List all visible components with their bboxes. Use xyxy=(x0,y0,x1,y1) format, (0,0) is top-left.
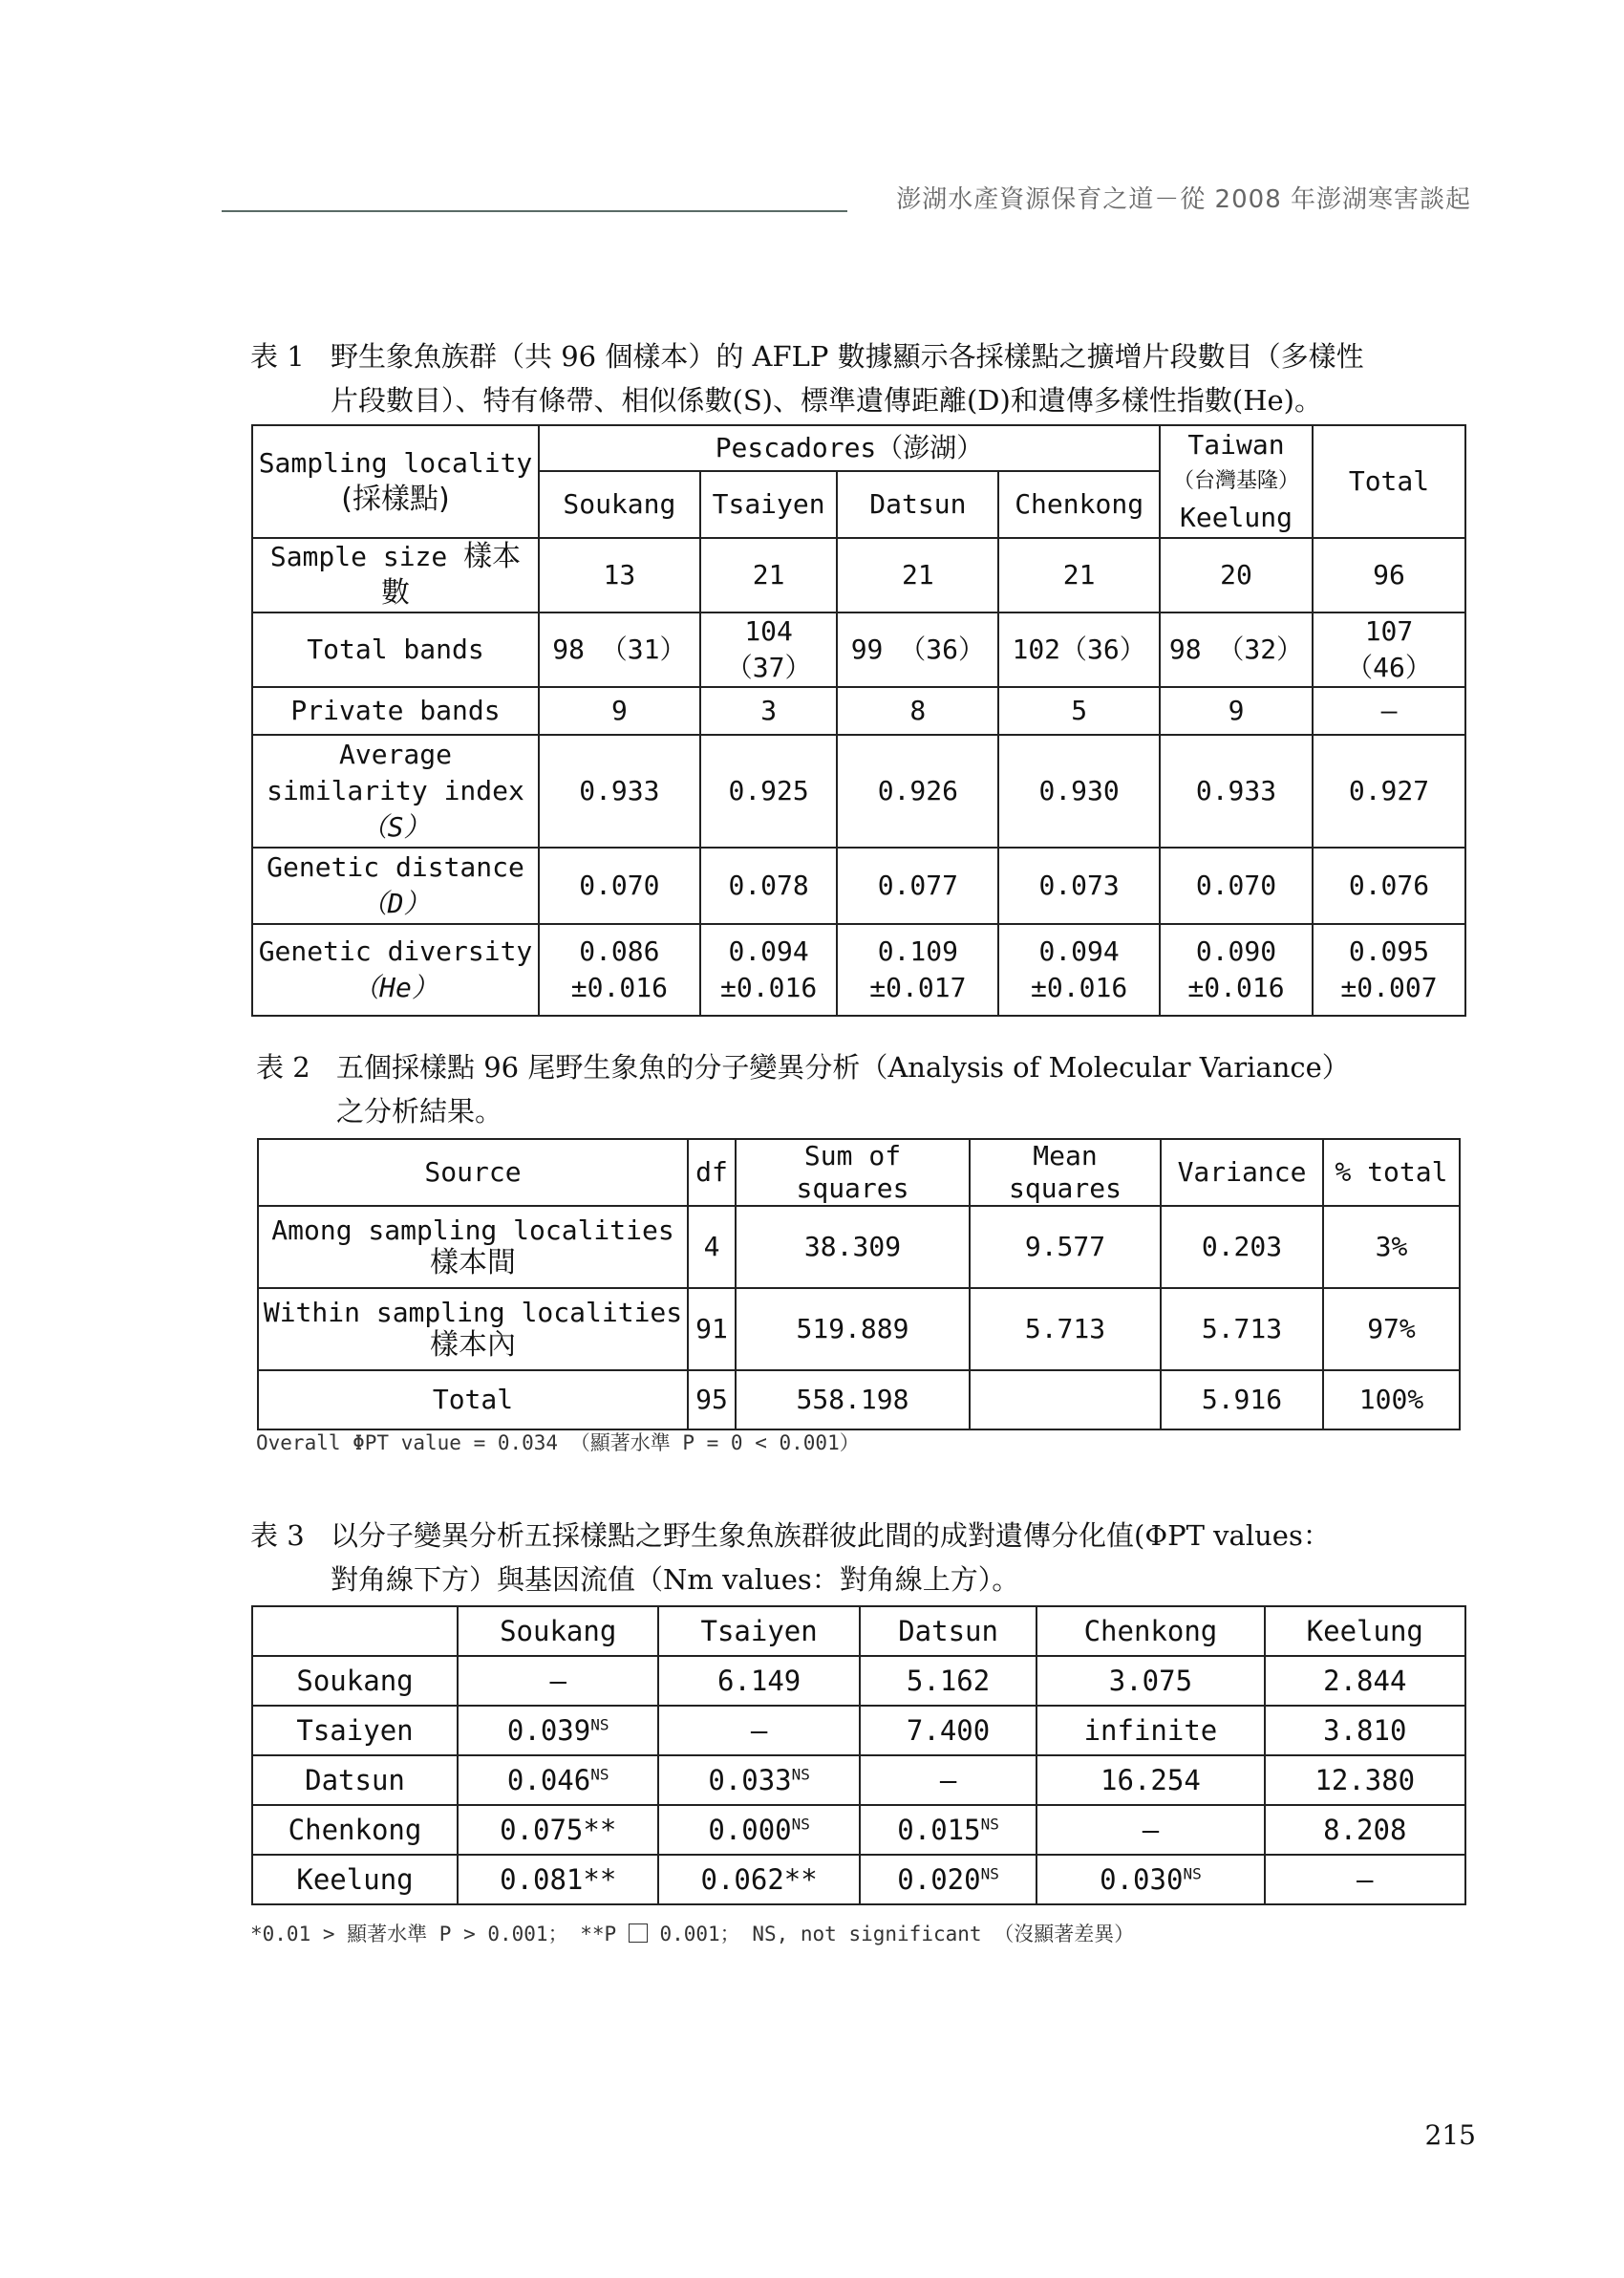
table1-caption-num: 表 1 xyxy=(250,340,305,373)
t1-cell: 0.926 xyxy=(837,735,998,848)
t1-cell: 0.094 ±0.016 xyxy=(700,924,838,1016)
t1-row-similarity xyxy=(252,735,1465,848)
t2-source: Total xyxy=(258,1370,688,1429)
t3-head xyxy=(252,1606,458,1656)
t1-cell: 0.077 xyxy=(837,848,998,924)
t3-cell: 0.081** xyxy=(458,1855,658,1904)
table3-note: *0.01 > 顯著水準 P > 0.001； **P 0.001； NS, not significant （沒顯著差異） xyxy=(250,1923,1135,1945)
t1-row-label: Sample size 樣本數 xyxy=(252,538,539,612)
t2-row-total xyxy=(258,1370,1460,1429)
t1-row-distance xyxy=(252,848,1465,924)
t1-cell: 21 xyxy=(700,538,838,612)
header-rule xyxy=(222,210,847,212)
t3-cell: $0.039^{NS}$ xyxy=(458,1706,658,1755)
t1-cell: 8 xyxy=(837,687,998,735)
t2-source: Within sampling localities 樣本內 xyxy=(258,1288,688,1370)
t3-cell: 6.149 xyxy=(658,1656,859,1706)
t1-head-site: Tsaiyen xyxy=(700,471,838,538)
t1-cell: 96 xyxy=(1313,538,1465,612)
t2-var: 5.713 xyxy=(1161,1288,1323,1370)
t1-cell: 98 （31） xyxy=(539,612,700,687)
table1-caption-line1: 野生象魚族群（共 96 個樣本）的 AFLP 數據顯示各採樣點之擴增片段數目（多樣性 xyxy=(331,340,1364,373)
t1-row-private-bands xyxy=(252,687,1465,735)
t2-pct: 97% xyxy=(1323,1288,1460,1370)
t2-head: % total xyxy=(1323,1139,1460,1206)
table3-caption-line1: 以分子變異分析五採樣點之野生象魚族群彼此間的成對遺傳分化值(ΦPT values： xyxy=(331,1519,1331,1552)
t1-cell: 0.073 xyxy=(998,848,1160,924)
t1-head-taiwan: Taiwan （台灣基隆） Keelung xyxy=(1160,425,1313,538)
t1-cell: 9 xyxy=(539,687,700,735)
t3-cell: $0.020^{NS}$ xyxy=(860,1855,1037,1904)
t3-head: Chenkong xyxy=(1036,1606,1264,1656)
t1-cell: 99 （36） xyxy=(837,612,998,687)
t2-source: Among sampling localities 樣本間 xyxy=(258,1206,688,1288)
t3-cell: $0.000^{NS}$ xyxy=(658,1805,859,1855)
t3-head: Keelung xyxy=(1265,1606,1465,1656)
t1-cell: 0.933 xyxy=(1160,735,1313,848)
t3-row-label: Keelung xyxy=(252,1855,458,1904)
t1-cell: 21 xyxy=(837,538,998,612)
t3-row xyxy=(252,1706,1465,1755)
t1-cell: 0.078 xyxy=(700,848,838,924)
t1-head-site: Chenkong xyxy=(998,471,1160,538)
table1-caption-line2: 片段數目）、特有條帶、相似係數(S)、標準遺傳距離(D)和遺傳多樣性指數(He)。 xyxy=(331,384,1322,417)
t2-ss: 519.889 xyxy=(736,1288,970,1370)
t3-cell: 3.075 xyxy=(1036,1656,1264,1706)
t2-head: Variance xyxy=(1161,1139,1323,1206)
t3-row xyxy=(252,1805,1465,1855)
t1-cell: 20 xyxy=(1160,538,1313,612)
table3-caption-num: 表 3 xyxy=(250,1519,305,1552)
t1-cell: 13 xyxy=(539,538,700,612)
t3-cell: $0.030^{NS}$ xyxy=(1036,1855,1264,1904)
t1-row-label: Average similarity index （S） xyxy=(252,735,539,848)
running-header: 澎湖水產資源保育之道－從 2008 年澎湖寒害談起 xyxy=(896,185,1471,214)
t2-ss: 38.309 xyxy=(736,1206,970,1288)
t1-cell: 3 xyxy=(700,687,838,735)
t2-df: 4 xyxy=(688,1206,736,1288)
t1-head-locality: Sampling locality (採樣點) xyxy=(252,425,539,538)
t1-cell: 0.076 xyxy=(1313,848,1465,924)
t1-cell: 0.070 xyxy=(539,848,700,924)
t2-ms: 5.713 xyxy=(970,1288,1161,1370)
table2-caption-line2: 之分析結果。 xyxy=(336,1095,503,1128)
table2-note: Overall ΦPT value = 0.034 （顯著水準 P = 0 < 0.001） xyxy=(256,1431,860,1454)
t3-row xyxy=(252,1855,1465,1904)
t2-ms xyxy=(970,1370,1161,1429)
t3-cell: 0.062** xyxy=(658,1855,859,1904)
table2-caption xyxy=(256,1045,1350,1133)
table3-caption xyxy=(250,1514,1331,1601)
t3-cell: 5.162 xyxy=(860,1656,1037,1706)
page-number: 215 xyxy=(1424,2119,1476,2151)
missing-glyph-box-icon xyxy=(629,1923,648,1943)
t2-head: Source xyxy=(258,1139,688,1206)
t3-row xyxy=(252,1755,1465,1805)
table1 xyxy=(251,424,1466,1017)
t2-row-among xyxy=(258,1206,1460,1288)
t1-row-label: Genetic diversity （He） xyxy=(252,924,539,1016)
t1-cell: 0.109 ±0.017 xyxy=(837,924,998,1016)
t1-row-diversity xyxy=(252,924,1465,1016)
t1-row-label: Total bands xyxy=(252,612,539,687)
t2-ss: 558.198 xyxy=(736,1370,970,1429)
t3-row xyxy=(252,1656,1465,1706)
t3-row-label: Datsun xyxy=(252,1755,458,1805)
t2-var: 5.916 xyxy=(1161,1370,1323,1429)
t2-df: 95 xyxy=(688,1370,736,1429)
t1-cell: 21 xyxy=(998,538,1160,612)
t3-row-label: Tsaiyen xyxy=(252,1706,458,1755)
t2-pct: 100% xyxy=(1323,1370,1460,1429)
t3-cell: 8.208 xyxy=(1265,1805,1465,1855)
t3-cell: 3.810 xyxy=(1265,1706,1465,1755)
t1-row-total-bands xyxy=(252,612,1465,687)
t1-cell: 9 xyxy=(1160,687,1313,735)
t1-head-total: Total xyxy=(1313,425,1465,538)
t3-cell: $0.046^{NS}$ xyxy=(458,1755,658,1805)
t3-cell: 2.844 xyxy=(1265,1656,1465,1706)
t2-head: Sum of squares xyxy=(736,1139,970,1206)
t1-head-site: Datsun xyxy=(837,471,998,538)
table2 xyxy=(257,1138,1461,1430)
t3-cell: — xyxy=(1265,1855,1465,1904)
t2-var: 0.203 xyxy=(1161,1206,1323,1288)
t3-cell: 16.254 xyxy=(1036,1755,1264,1805)
t1-cell: — xyxy=(1313,687,1465,735)
t1-cell: 0.925 xyxy=(700,735,838,848)
t1-cell: 0.090 ±0.016 xyxy=(1160,924,1313,1016)
t3-row-label: Chenkong xyxy=(252,1805,458,1855)
t1-row-sample-size xyxy=(252,538,1465,612)
t3-head: Tsaiyen xyxy=(658,1606,859,1656)
table3-caption-line2: 對角線下方）與基因流值（Nm values：對角線上方）。 xyxy=(331,1563,1020,1596)
t1-cell: 0.086 ±0.016 xyxy=(539,924,700,1016)
t1-cell: 0.927 xyxy=(1313,735,1465,848)
t3-row-label: Soukang xyxy=(252,1656,458,1706)
t3-cell: 12.380 xyxy=(1265,1755,1465,1805)
t1-cell: 104 （37） xyxy=(700,612,838,687)
t1-cell: 0.930 xyxy=(998,735,1160,848)
t3-cell: $0.033^{NS}$ xyxy=(658,1755,859,1805)
t3-cell: 0.075** xyxy=(458,1805,658,1855)
t3-cell: — xyxy=(860,1755,1037,1805)
table2-caption-line1: 五個採樣點 96 尾野生象魚的分子變異分析（Analysis of Molecular Variance） xyxy=(336,1051,1350,1084)
t2-pct: 3% xyxy=(1323,1206,1460,1288)
t1-cell: 0.933 xyxy=(539,735,700,848)
t3-cell: 7.400 xyxy=(860,1706,1037,1755)
t1-head-site: Soukang xyxy=(539,471,700,538)
t3-head: Soukang xyxy=(458,1606,658,1656)
t1-head-pescadores: Pescadores（澎湖） xyxy=(539,425,1160,471)
t3-head: Datsun xyxy=(860,1606,1037,1656)
t3-cell: $0.015^{NS}$ xyxy=(860,1805,1037,1855)
t1-cell: 0.094 ±0.016 xyxy=(998,924,1160,1016)
t1-cell: 98 （32） xyxy=(1160,612,1313,687)
t2-row-within xyxy=(258,1288,1460,1370)
t2-ms: 9.577 xyxy=(970,1206,1161,1288)
t1-cell: 102（36） xyxy=(998,612,1160,687)
t3-cell: infinite xyxy=(1036,1706,1264,1755)
t2-df: 91 xyxy=(688,1288,736,1370)
t1-cell: 0.070 xyxy=(1160,848,1313,924)
t1-row-label: Private bands xyxy=(252,687,539,735)
t1-cell: 107 （46） xyxy=(1313,612,1465,687)
table1-caption xyxy=(250,334,1364,422)
t3-cell: — xyxy=(458,1656,658,1706)
t1-row-label: Genetic distance （D） xyxy=(252,848,539,924)
t3-cell: — xyxy=(658,1706,859,1755)
table2-caption-num: 表 2 xyxy=(256,1051,310,1084)
t2-head: df xyxy=(688,1139,736,1206)
t2-head: Mean squares xyxy=(970,1139,1161,1206)
t1-cell: 5 xyxy=(998,687,1160,735)
table3 xyxy=(251,1605,1466,1905)
t3-cell: — xyxy=(1036,1805,1264,1855)
t1-cell: 0.095 ±0.007 xyxy=(1313,924,1465,1016)
